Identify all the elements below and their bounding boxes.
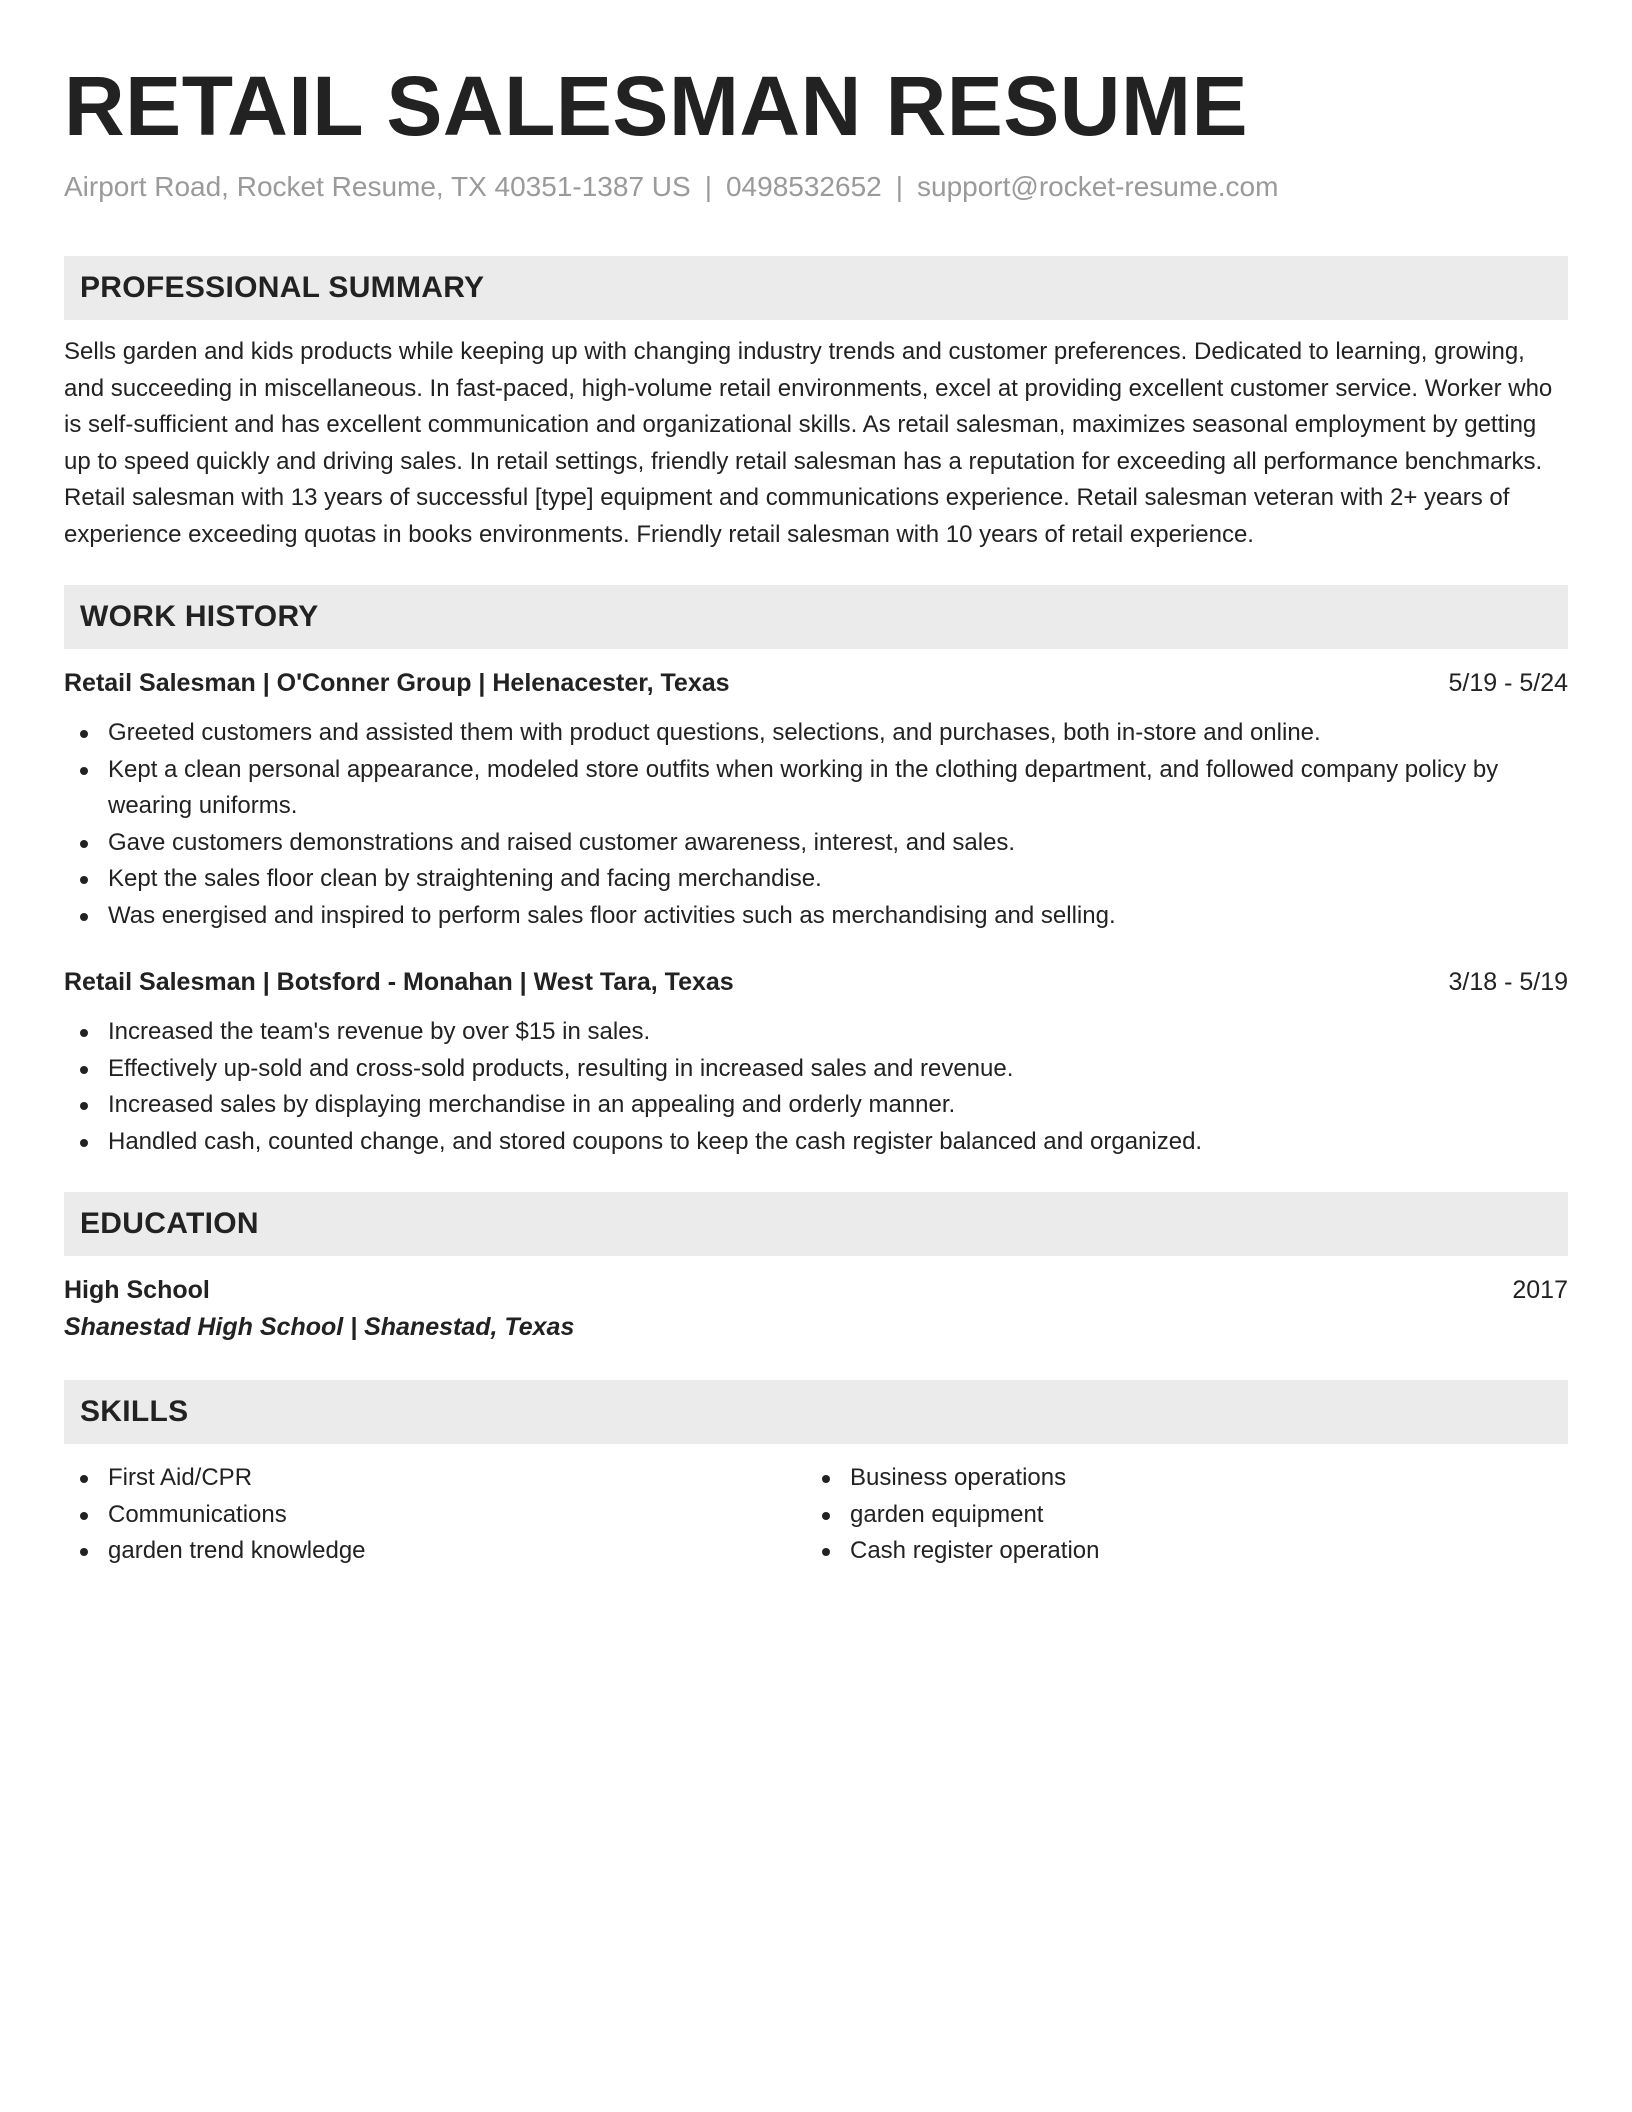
skill-text: garden trend knowledge [108, 1537, 366, 1564]
skills-list [64, 1460, 806, 1570]
job-bullet [64, 825, 1568, 862]
bullet-dot-icon [80, 913, 88, 921]
bullet-dot-icon [80, 1548, 88, 1556]
bullet-dot-icon [80, 1475, 88, 1483]
bullet-dot-icon [80, 876, 88, 884]
contact-line [64, 170, 1568, 204]
job-bullet-text: Increased sales by displaying merchandise in an appealing and orderly manner. [108, 1091, 956, 1118]
job-bullet [64, 715, 1568, 752]
job-bullet-text: Was energised and inspired to perform sales floor activities such as merchandising and selling. [108, 901, 1116, 929]
skill-text: Business operations [850, 1464, 1067, 1491]
resume-page [64, 0, 1568, 1570]
job-dates: 5/19 - 5/24 [1448, 669, 1568, 697]
education-header [64, 1272, 1568, 1308]
job-bullet-text: Effectively up-sold and cross-sold products, resulting in increased sales and revenue. [108, 1054, 1014, 1082]
skills-grid [64, 1460, 1568, 1570]
job-title: Retail Salesman | O'Conner Group | Helenacester, Texas [64, 669, 730, 697]
education-year: 2017 [1512, 1276, 1568, 1304]
job-bullet [64, 752, 1568, 825]
skills-column-right [806, 1460, 1548, 1570]
contact-email: support@rocket-resume.com [917, 171, 1279, 202]
bullet-dot-icon [80, 767, 88, 775]
job-bullet-text: Kept the sales floor clean by straightening and facing merchandise. [108, 865, 822, 892]
resume-title: RETAIL SALESMAN RESUME [64, 59, 1248, 153]
job-dates: 3/18 - 5/19 [1448, 968, 1568, 996]
job-bullet [64, 1014, 1568, 1051]
section-heading-work-history: WORK HISTORY [64, 585, 1568, 649]
job-entry [64, 665, 1568, 934]
job-bullet-list [64, 715, 1568, 934]
contact-phone: 0498532652 [725, 171, 882, 202]
job-bullet-text: Handled cash, counted change, and stored coupons to keep the cash register balanced and organized. [108, 1127, 1203, 1155]
section-heading-skills: SKILLS [64, 1380, 1568, 1444]
contact-separator: | [895, 171, 903, 202]
bullet-dot-icon [822, 1475, 830, 1483]
skill-text: First Aid/CPR [108, 1464, 253, 1491]
skill-item [806, 1460, 1548, 1497]
contact-separator: | [704, 171, 712, 202]
skill-item [64, 1497, 806, 1534]
job-bullet [64, 861, 1568, 898]
skill-item [64, 1533, 806, 1570]
skill-item [806, 1533, 1548, 1570]
skill-item [64, 1460, 806, 1497]
bullet-dot-icon [80, 730, 88, 738]
job-bullet [64, 898, 1568, 935]
contact-address: Airport Road, Rocket Resume, TX 40351-1387 US [64, 171, 691, 202]
job-title: Retail Salesman | Botsford - Monahan | West Tara, Texas [64, 968, 734, 996]
job-header [64, 665, 1568, 701]
skill-text: Cash register operation [850, 1537, 1100, 1564]
bullet-dot-icon [80, 1102, 88, 1110]
job-bullet [64, 1124, 1568, 1161]
education-school: Shanestad High School | Shanestad, Texas [64, 1313, 575, 1341]
job-bullet [64, 1051, 1568, 1088]
job-header [64, 964, 1568, 1000]
skill-item [806, 1497, 1548, 1534]
section-heading-summary: PROFESSIONAL SUMMARY [64, 256, 1568, 320]
bullet-dot-icon [80, 1029, 88, 1037]
job-bullet-text: Greeted customers and assisted them with product questions, selections, and purchases, both in-store and online. [108, 719, 1321, 746]
job-bullet-list [64, 1014, 1568, 1160]
job-entry [64, 964, 1568, 1160]
bullet-dot-icon [822, 1512, 830, 1520]
bullet-dot-icon [80, 1066, 88, 1074]
job-bullet [64, 1087, 1568, 1124]
skill-text: garden equipment [850, 1500, 1044, 1528]
education-entry [64, 1272, 1568, 1346]
job-bullet-text: Increased the team's revenue by over $15 in sales. [108, 1018, 651, 1045]
bullet-dot-icon [80, 840, 88, 848]
skills-column-left [64, 1460, 806, 1570]
skill-text: Communications [108, 1500, 287, 1528]
summary-text: Sells garden and kids products while keeping up with changing industry trends and customer preferences. Dedicated to learning, growing, and succeeding in miscellaneous. In fast-paced, high-volume retail environments, excel at providing excellent customer service. Worker who is self-sufficient and has excellent communication and organizational skills. As retail salesman, maximizes seasonal employment by getting up to speed quickly and driving sales. In retail settings, friendly retail salesman has a reputation for exceeding all performance benchmarks. Retail salesman with 13 years of successful [type] equipment and communications experience. Retail salesman veteran with 2+ years of experience exceeding quotas in books environments. Friendly retail salesman with 10 years of retail experience. [64, 338, 1553, 548]
bullet-dot-icon [80, 1512, 88, 1520]
education-degree: High School [64, 1276, 210, 1304]
bullet-dot-icon [822, 1548, 830, 1556]
bullet-dot-icon [80, 1139, 88, 1147]
job-bullet-text: Gave customers demonstrations and raised customer awareness, interest, and sales. [108, 828, 1016, 856]
skills-list [806, 1460, 1548, 1570]
job-bullet-text: Kept a clean personal appearance, modeled store outfits when working in the clothing department, and followed company policy by wearing uniforms. [108, 755, 1499, 819]
section-heading-education: EDUCATION [64, 1192, 1568, 1256]
